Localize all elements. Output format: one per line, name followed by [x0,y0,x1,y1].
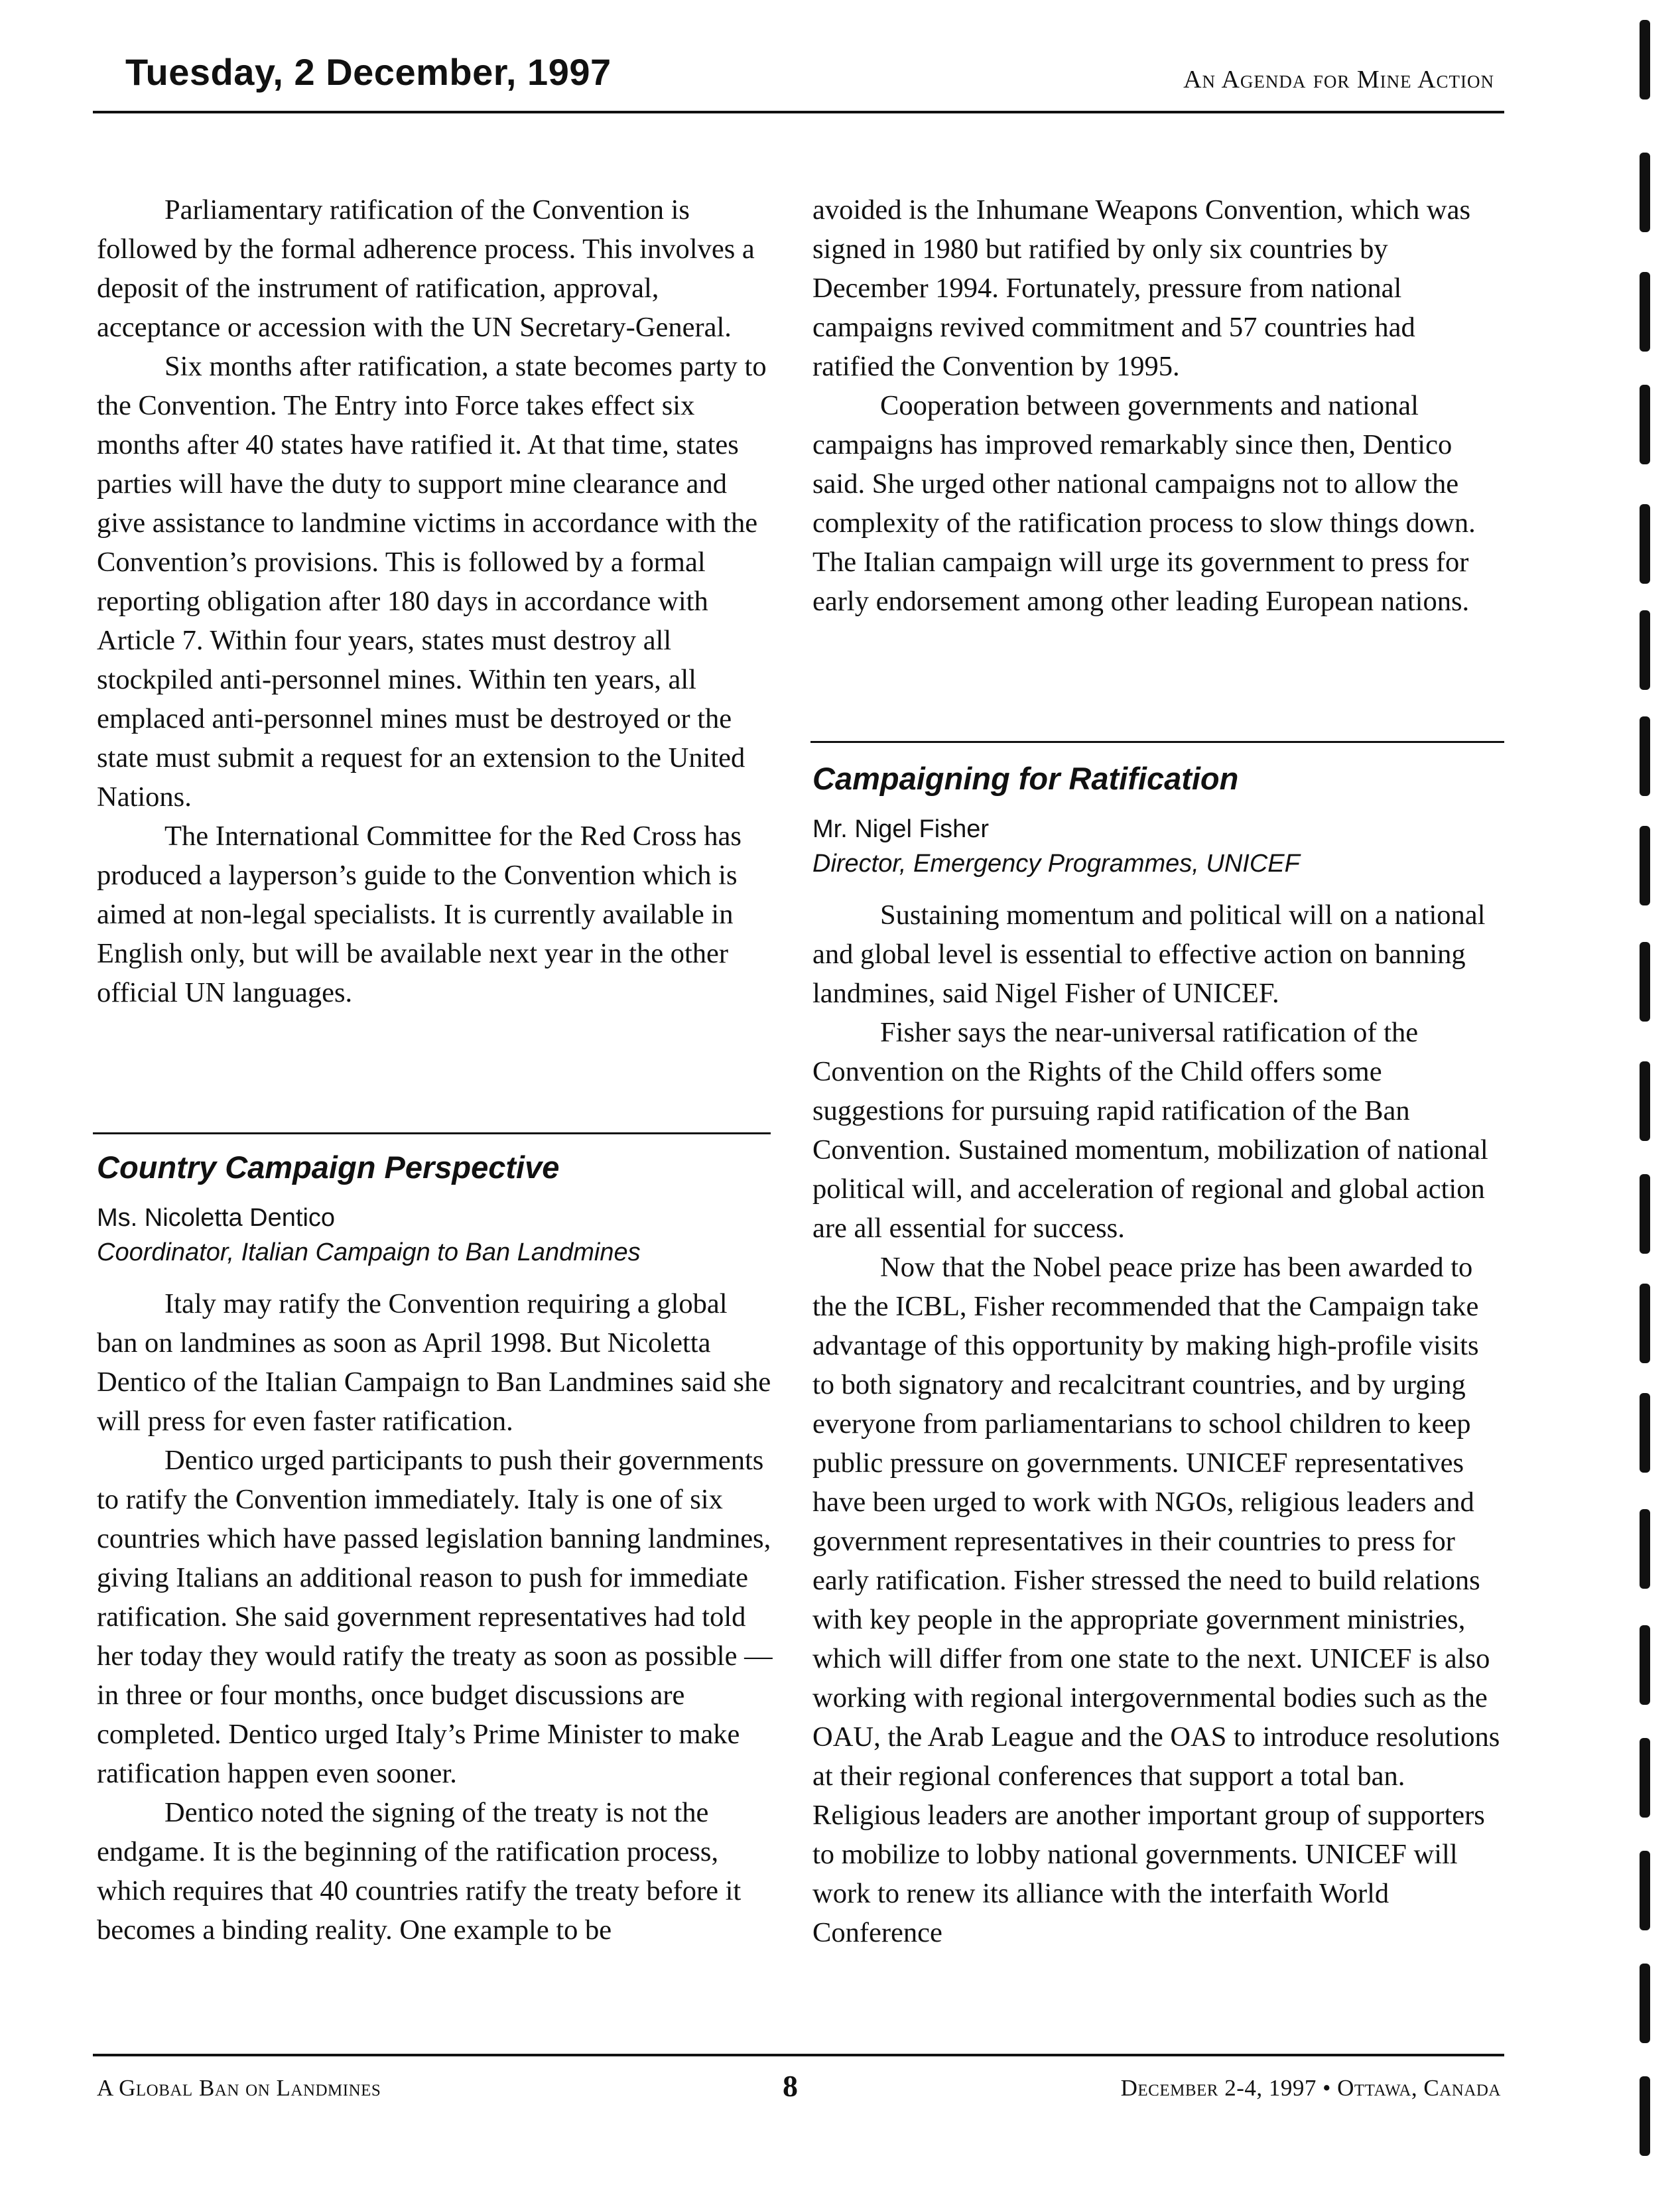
scan-edge-mark [1640,1625,1650,1705]
section-divider [93,1132,771,1134]
right-column [812,190,1502,621]
body-paragraph: Six months after ratification, a state becomes party to the Convention. The Entry into Force takes effect six months after 40 states have ratified it. At that time, states parties will have the duty to support mine clearance and give assistance to landmine victims in accordance with the Convention’s provisions. This is followed by a formal reporting obligation after 180 days in accordance with Article 7. Within four years, states must destroy all stockpiled anti-personnel mines. Within ten years, all emplaced anti-personnel mines must be destroyed or the state must submit a request for an extension to the United Nations. [97,351,767,813]
scan-edge-mark [1640,385,1650,464]
left-column [97,190,773,1012]
scan-edge-mark [1640,1851,1650,1930]
scan-edge-mark [1640,1964,1650,2043]
body-paragraph: Fisher says the near-universal ratification of the Convention on the Rights of the Child offers some suggestions for pursuing rapid ratification of the Ban Convention. Sustained momentum, mobilization of national political will, and acceleration of regional and global action are all essential for success. [812,1017,1488,1244]
section-divider [810,741,1504,743]
scan-edge-mark [1640,826,1650,905]
scan-edge-mark [1640,1509,1650,1589]
continued-paragraph: avoided is the Inhumane Weapons Convention, which was signed in 1980 but ratified by only six countries by December 1994. Fortunately, pressure from national campaigns revived commitment and 57 countries had ratified the Convention by 1995. [812,194,1470,382]
scan-edge-mark [1640,716,1650,796]
scan-edge-mark [1640,1284,1650,1363]
scan-edge-mark [1640,942,1650,1022]
scan-edge-mark [1640,1393,1650,1473]
footer-rule [93,2054,1504,2056]
scan-edge-mark [1640,610,1650,690]
speaker-role: Coordinator, Italian Campaign to Ban Landmines [97,1238,641,1266]
body-paragraph: Dentico urged participants to push their governments to ratify the Convention immediately. Italy is one of six countries which have passed legislation banning landmines, giving Italians an additional reason to push for immediate ratification. She said government representatives had told her today they would ratify the treaty as soon as possible — in three or four months, once budget discussions are completed. Dentico urged Italy’s Prime Minister to make ratification happen even sooner. [97,1445,773,1789]
speaker-name: Mr. Nigel Fisher [812,815,990,843]
footer-event-info: December 2-4, 1997 • Ottawa, Canada [1120,2075,1501,2101]
section-title: Country Campaign Perspective [97,1150,560,1185]
section-title: Campaigning for Ratification [812,761,1239,796]
body-paragraph: Now that the Nobel peace prize has been awarded to the the ICBL, Fisher recommended that the Campaign take advantage of this opportunity by making high-profile visits to both signatory and recalcitrant countries, and by urging everyone from parliamentarians to school children to keep public pressure on governments. UNICEF representatives have been urged to work with NGOs, religious leaders and government representatives in their countries to press for early ratification. Fisher stressed the need to build relations with key people in the appropriate government ministries, which will differ from one state to the next. UNICEF is also working with regional intergovernmental bodies such as the OAU, the Arab League and the OAS to introduce resolutions at their regional conferences that support a total ban. Religious leaders are another important group of supporters to mobilize to lobby national governments. UNICEF will work to renew its alliance with the interfaith World Conference [812,1252,1500,1948]
body-paragraph: Dentico noted the signing of the treaty is not the endgame. It is the beginning of the ratification process, which requires that 40 countries ratify the treaty before it becomes a binding reality. One example to be [97,1797,742,1946]
footer-publication: A Global Ban on Landmines [97,2075,381,2101]
scan-edge-mark [1640,153,1650,232]
publication-title: An Agenda for Mine Action [1183,66,1494,94]
speaker-role: Director, Emergency Programmes, UNICEF [812,850,1300,878]
scan-edge-mark [1640,1174,1650,1254]
left-section [97,1148,773,1950]
header-rule [93,111,1504,113]
body-paragraph: Parliamentary ratification of the Convention is followed by the formal adherence process. This involves a deposit of the instrument of ratification, approval, acceptance or accession with the UN Secretary-General. [97,194,755,343]
body-paragraph: The International Committee for the Red Cross has produced a layperson’s guide to the Convention which is aimed at non-legal specialists. It is currently available in English only, but will be available next year in the other official UN languages. [97,821,742,1008]
scan-edge-mark [1640,20,1650,100]
scan-edge-mark [1640,1061,1650,1141]
body-paragraph: Sustaining momentum and political will on a national and global level is essential to effective action on banning landmines, said Nigel Fisher of UNICEF. [812,900,1486,1009]
body-paragraph: Cooperation between governments and national campaigns has improved remarkably since then, Dentico said. She urged other national campaigns not to allow the complexity of the ratification process to slow things down. The Italian campaign will urge its government to press for early endorsement among other leading European nations. [812,390,1476,617]
body-paragraph: Italy may ratify the Convention requiring a global ban on landmines as soon as April 1998. But Nicoletta Dentico of the Italian Campaign to Ban Landmines said she will press for even faster ratification. [97,1288,771,1437]
scan-edge-mark [1640,272,1650,352]
page-date-header: Tuesday, 2 December, 1997 [125,51,612,93]
speaker-name: Ms. Nicoletta Dentico [97,1204,336,1232]
scan-edge-mark [1640,504,1650,584]
right-section [812,759,1502,1952]
page-number: 8 [783,2069,798,2103]
scan-edge-mark [1640,1738,1650,1818]
scan-edge-mark [1640,2076,1650,2156]
